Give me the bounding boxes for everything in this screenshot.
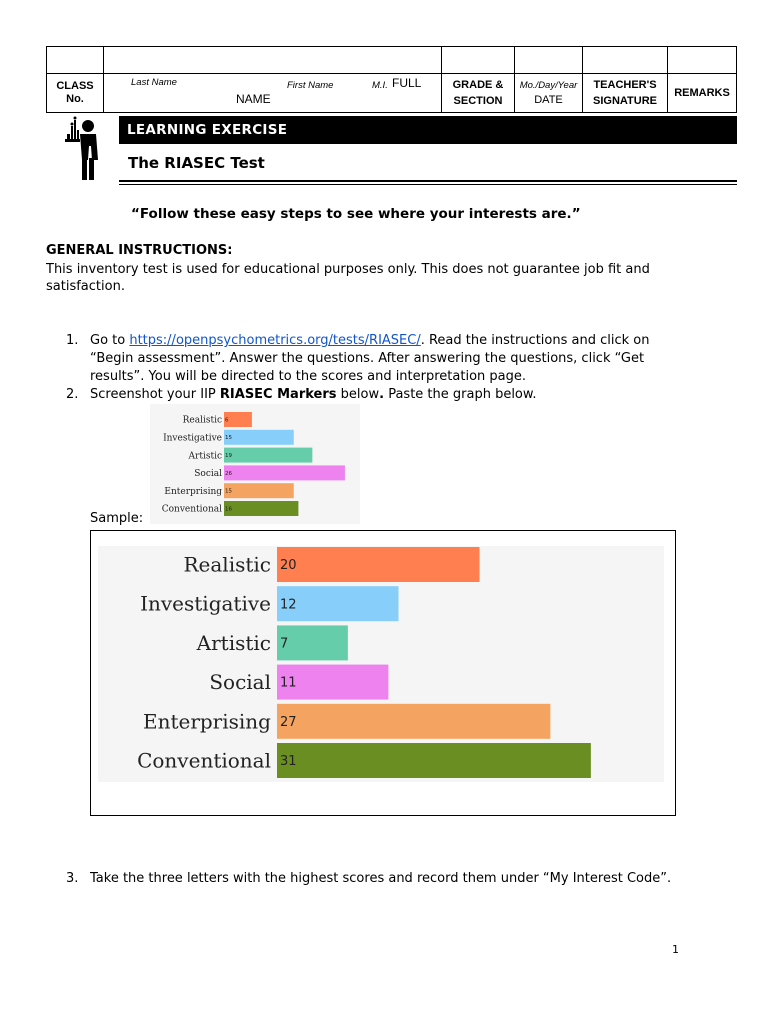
riasec-chart-small (150, 404, 360, 524)
teacher-cell-blank[interactable] (583, 47, 668, 74)
bar-value-label: 12 (280, 597, 297, 613)
category-label: Investigative (163, 433, 222, 444)
divider-thick (119, 180, 737, 182)
name-label-cell (104, 74, 442, 113)
mi-label: M.I. (372, 80, 388, 91)
category-label: Artistic (188, 451, 222, 462)
class-no-text: CLASS No. (56, 80, 94, 105)
step-2-prefix: Screenshot your IIP (90, 387, 220, 402)
sample-label: Sample: (90, 511, 144, 526)
bar-value-label: 7 (280, 636, 289, 652)
class-no-cell-blank[interactable] (47, 47, 104, 74)
general-instructions-heading: GENERAL INSTRUCTIONS: (46, 243, 233, 258)
riasec-chart-small-svg (150, 404, 360, 524)
bar-value-label: 20 (280, 558, 297, 574)
riasec-chart-sample (98, 546, 664, 782)
header-table (46, 46, 737, 113)
date-format-text: Mo./Day/Year (519, 80, 578, 91)
category-label: Conventional (137, 748, 271, 773)
riasec-chart-sample-svg (98, 546, 664, 782)
step-number: 2. (66, 387, 79, 402)
grade-cell-blank[interactable] (442, 47, 515, 74)
bar-conventional (277, 743, 591, 778)
quote-text: “Follow these easy steps to see where your interests are.” (131, 206, 581, 222)
page-number: 1 (672, 943, 679, 956)
remarks-label: REMARKS (668, 74, 737, 113)
category-label: Conventional (161, 504, 222, 515)
grade-text: GRADE & (452, 79, 504, 91)
step-number: 1. (66, 333, 79, 348)
bar-investigative (224, 430, 294, 445)
bar-conventional (224, 501, 298, 516)
general-instructions-body: This inventory test is used for educational purposes only. This does not guarantee job fit and satisfaction. (46, 262, 650, 294)
signature-text: SIGNATURE (593, 95, 657, 107)
step-3-text: Take the three letters with the highest scores and record them under “My Interest Code”. (90, 871, 672, 886)
remarks-cell-blank[interactable] (668, 47, 737, 74)
step-1 (66, 332, 672, 386)
date-cell-blank[interactable] (515, 47, 583, 74)
step-3 (66, 870, 672, 888)
riasec-link[interactable]: https://openpsychometrics.org/tests/RIASEC/ (129, 333, 421, 348)
name-cell-blank[interactable] (104, 47, 442, 74)
bar-enterprising (277, 704, 550, 739)
step-number: 3. (66, 871, 79, 886)
first-name-label: First Name (287, 80, 334, 91)
bar-value-label: 15 (225, 488, 232, 495)
presenter-icon (64, 116, 104, 182)
step-2-middle: below (336, 387, 380, 402)
bar-value-label: 31 (280, 754, 297, 770)
step-2-bold-period: . (379, 387, 385, 402)
step-1-suffix: . Read the instructions and click on “Begin assessment”. Answer the questions. After answering the questions, click “Get results”. You will be directed to the scores and interpretation page. (90, 333, 650, 384)
teacher-text: TEACHER'S (593, 79, 657, 91)
bar-value-label: 19 (225, 453, 232, 460)
step-2-bold: RIASEC Markers (219, 387, 337, 402)
bar-value-label: 6 (225, 417, 229, 424)
name-label: NAME (236, 92, 271, 106)
class-no-label (47, 74, 104, 113)
category-label: Realistic (182, 415, 222, 426)
bar-value-label: 27 (280, 714, 297, 730)
teacher-signature-label (583, 74, 668, 113)
step-2-suffix: Paste the graph below. (384, 387, 537, 402)
step-2 (66, 386, 672, 404)
bar-value-label: 15 (225, 435, 232, 442)
category-label: Enterprising (164, 486, 222, 497)
bar-social (224, 465, 345, 480)
grade-section-label (442, 74, 515, 113)
category-label: Artistic (196, 630, 271, 655)
date-label-cell (515, 74, 583, 113)
category-label: Investigative (140, 591, 271, 616)
step-1-prefix: Go to (90, 333, 130, 348)
learning-exercise-banner: LEARNING EXERCISE (119, 116, 737, 144)
bar-realistic (277, 547, 480, 582)
divider-thin (119, 184, 737, 185)
bar-enterprising (224, 483, 294, 498)
bar-value-label: 16 (225, 506, 232, 513)
bar-artistic (224, 448, 312, 463)
category-label: Realistic (183, 552, 271, 577)
category-label: Enterprising (142, 709, 271, 734)
category-label: Social (194, 469, 222, 480)
bar-value-label: 26 (225, 470, 232, 477)
exercise-subtitle: The RIASEC Test (128, 154, 265, 172)
full-label: FULL (392, 76, 422, 90)
section-text: SECTION (453, 95, 503, 107)
last-name-label: Last Name (131, 77, 177, 88)
bar-value-label: 11 (280, 675, 297, 691)
date-text: DATE (534, 94, 563, 106)
category-label: Social (209, 670, 271, 695)
